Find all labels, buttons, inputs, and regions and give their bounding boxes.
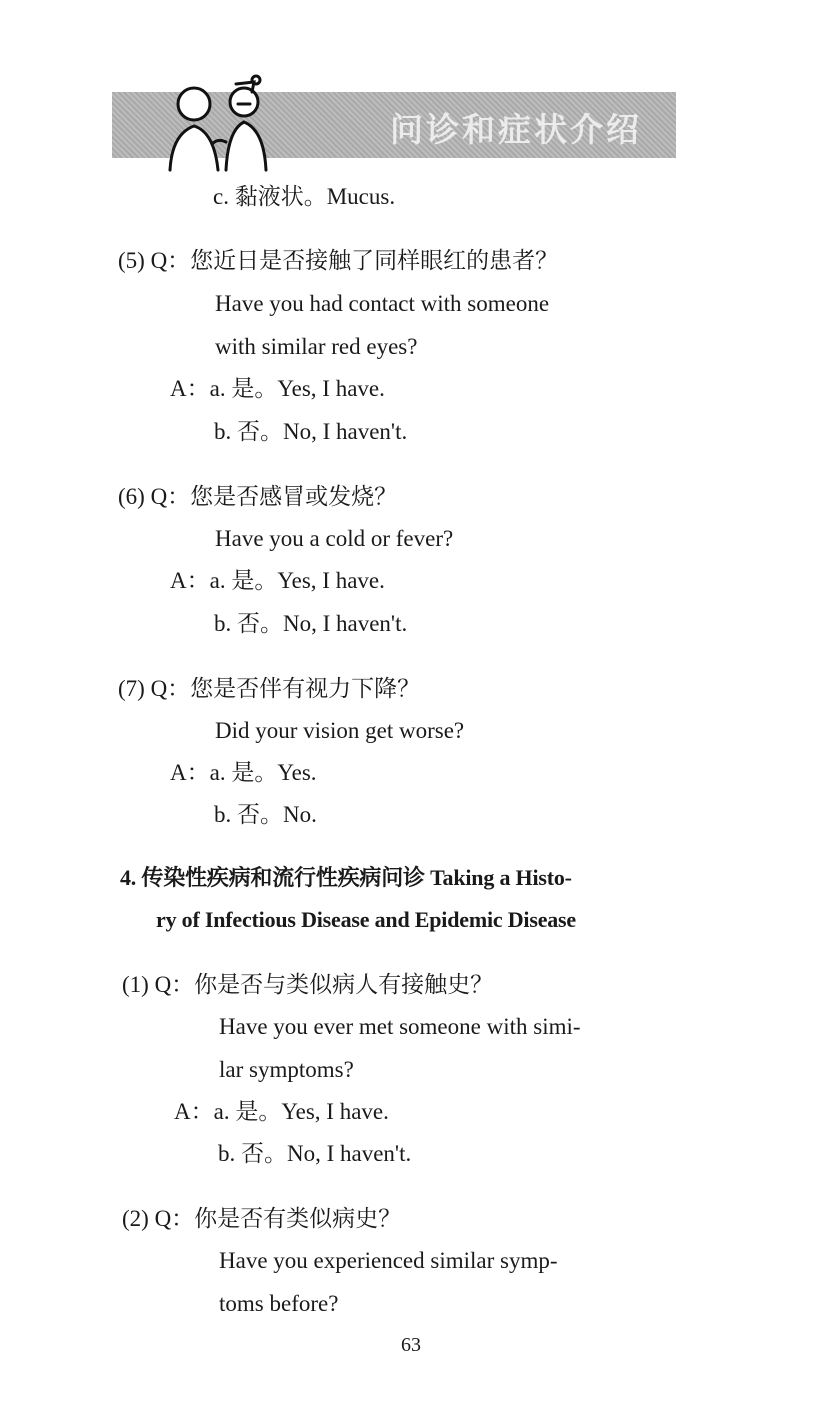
question-7-en-1: Did your vision get worse? xyxy=(215,718,465,743)
question-5-zh: (5) Q：您近日是否接触了同样眼红的患者？ xyxy=(118,248,559,273)
doctor-and-patient-illustration xyxy=(156,74,276,174)
question-s2-en-2: toms before? xyxy=(219,1291,339,1316)
answer-6-a: A：a. 是。Yes, I have. xyxy=(170,568,385,593)
answer-5-a: A：a. 是。Yes, I have. xyxy=(170,376,385,401)
answer-s1-a: A：a. 是。Yes, I have. xyxy=(174,1099,389,1124)
question-s1-en-1: Have you ever met someone with simi- xyxy=(219,1014,581,1039)
answer-s1-b: b. 否。No, I haven't. xyxy=(218,1141,412,1166)
question-s2-en-1: Have you experienced similar symp- xyxy=(219,1248,558,1273)
answer-7-a: A：a. 是。Yes. xyxy=(170,760,317,785)
answer-5-b: b. 否。No, I haven't. xyxy=(214,419,408,444)
question-6-zh: (6) Q：您是否感冒或发烧？ xyxy=(118,484,398,509)
question-s2-zh: (2) Q：你是否有类似病史？ xyxy=(122,1206,402,1231)
question-s1-en-2: lar symptoms? xyxy=(219,1057,354,1082)
chapter-title: 问诊和症状介绍 xyxy=(390,110,642,149)
question-5-en-1: Have you had contact with someone xyxy=(215,291,550,316)
text-line: c. 黏液状。Mucus. xyxy=(213,184,396,209)
chapter-header xyxy=(112,74,680,174)
section-4-heading-1: 4. 传染性疾病和流行性疾病问诊 Taking a Histo- xyxy=(120,865,572,890)
page-number: 63 xyxy=(401,1334,421,1356)
question-7-zh: (7) Q：您是否伴有视力下降？ xyxy=(118,676,421,701)
answer-7-b: b. 否。No. xyxy=(214,802,317,827)
answer-6-b: b. 否。No, I haven't. xyxy=(214,611,408,636)
question-6-en-1: Have you a cold or fever? xyxy=(215,526,454,551)
question-5-en-2: with similar red eyes? xyxy=(215,334,418,359)
question-s1-zh: (1) Q：你是否与类似病人有接触史？ xyxy=(122,972,494,997)
section-4-heading-2: ry of Infectious Disease and Epidemic Disease xyxy=(156,907,576,932)
